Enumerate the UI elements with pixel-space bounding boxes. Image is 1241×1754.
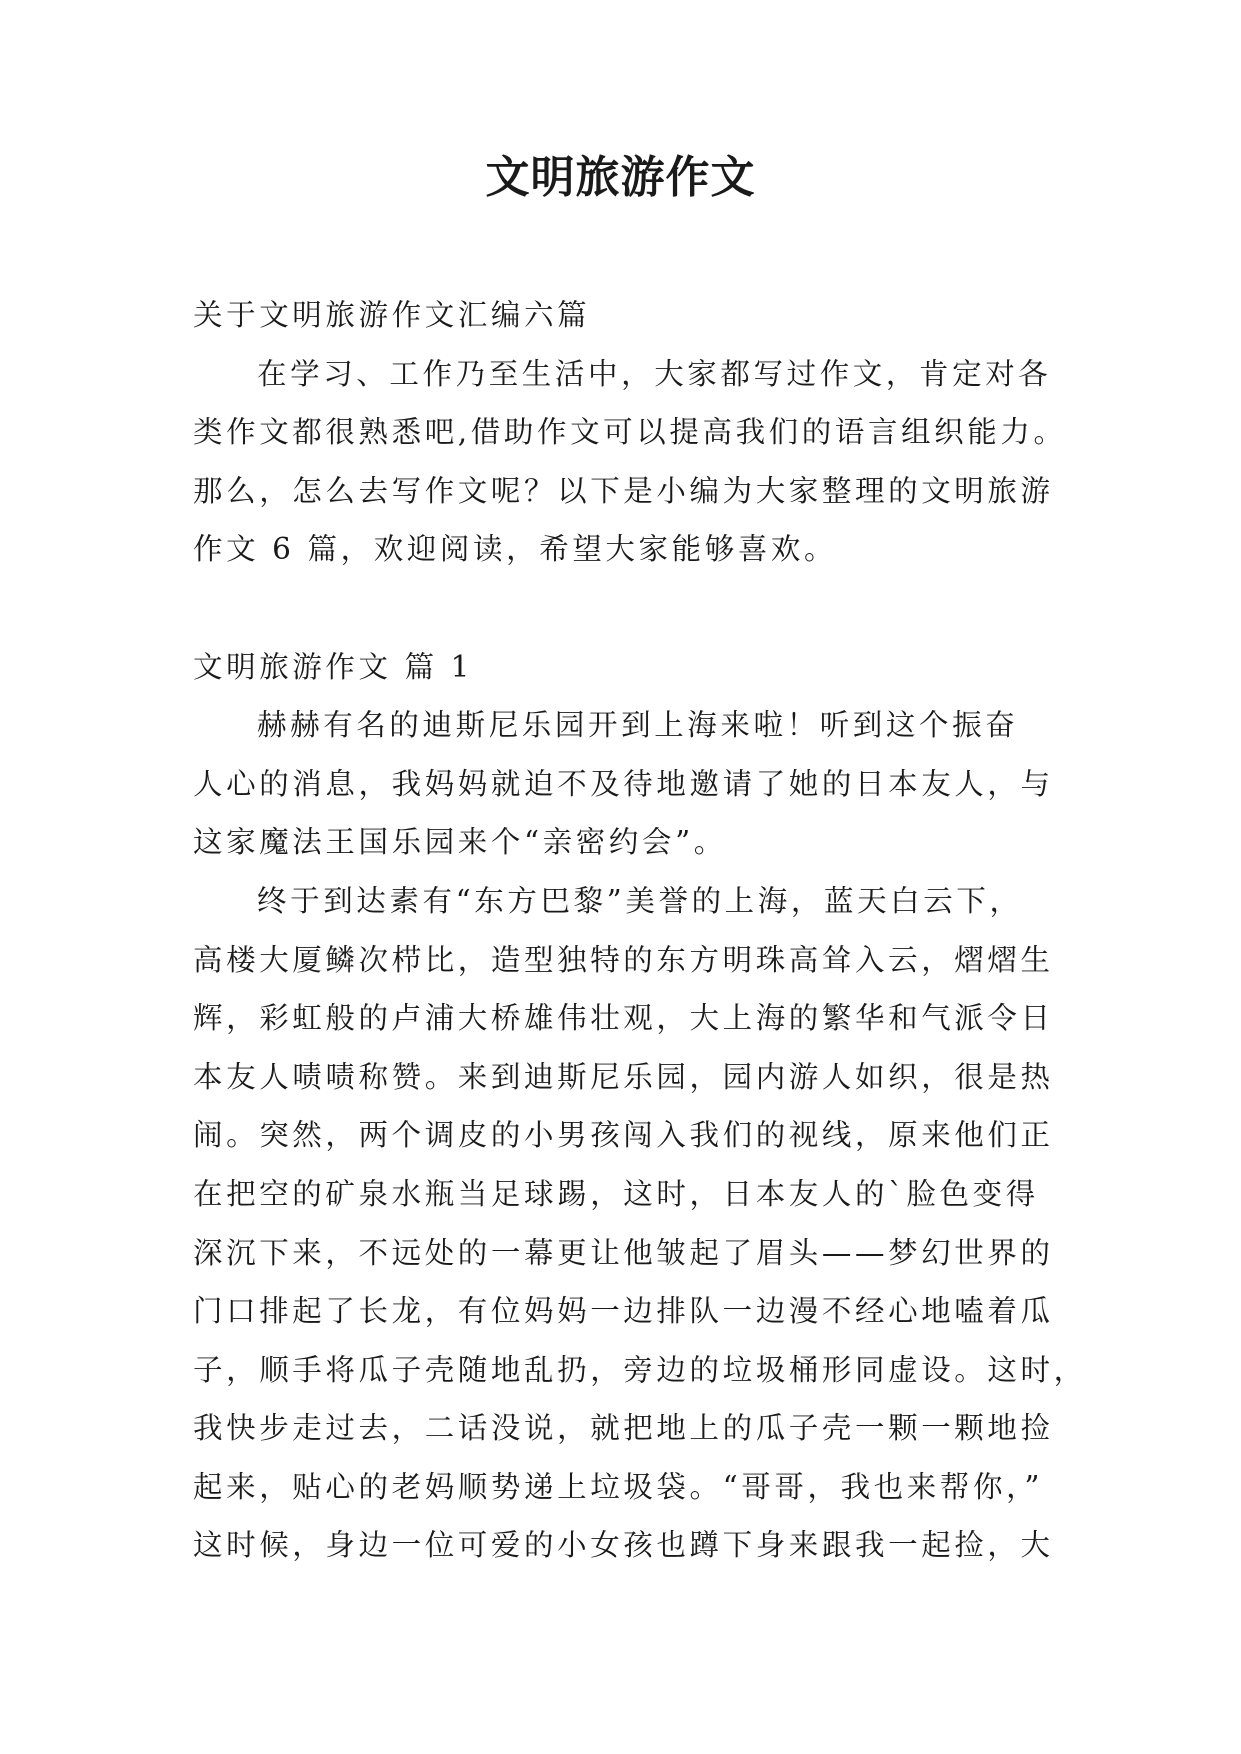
document-subtitle: 关于文明旅游作文汇编六篇	[193, 298, 591, 332]
paragraph-line: 起来，贴心的老妈顺势递上垃圾袋。“哥哥，我也来帮你，”	[193, 1469, 1044, 1504]
paragraph-line: 这时候，身边一位可爱的小女孩也蹲下身来跟我一起捡，大	[193, 1528, 1054, 1563]
paragraph-line: 终于到达素有“东方巴黎”美誉的上海，蓝天白云下，	[257, 883, 1023, 918]
paragraph-line: 闹。突然，两个调皮的小男孩闯入我们的视线，原来他们正	[193, 1118, 1054, 1153]
paragraph-line: 子，顺手将瓜子壳随地乱扔，旁边的垃圾桶形同虚设。这时，	[193, 1352, 1087, 1387]
document-title: 文明旅游作文	[485, 152, 756, 203]
paragraph-line: 高楼大厦鳞次栉比，造型独特的东方明珠高耸入云，熠熠生	[193, 942, 1054, 977]
paragraph-line: 人心的消息，我妈妈就迫不及待地邀请了她的日本友人，与	[193, 766, 1054, 801]
section-heading: 文明旅游作文 篇 1	[193, 649, 474, 684]
document-body	[193, 286, 1087, 1575]
paragraph-line: 辉，彩虹般的卢浦大桥雄伟壮观，大上海的繁华和气派令日	[193, 1001, 1054, 1036]
paragraph-line: 本友人啧啧称赞。来到迪斯尼乐园，园内游人如织，很是热	[193, 1059, 1054, 1094]
paragraph-line: 门口排起了长龙，有位妈妈一边排队一边漫不经心地嗑着瓜	[193, 1294, 1054, 1329]
paragraph-line: 那么，怎么去写作文呢？以下是小编为大家整理的文明旅游	[193, 473, 1054, 508]
intro-paragraph	[193, 345, 1073, 579]
paragraph-line: 在把空的矿泉水瓶当足球踢，这时，日本友人的`脸色变得	[193, 1176, 1039, 1211]
paragraph-line: 我快步走过去，二话没说，就把地上的瓜子壳一颗一颗地捡	[193, 1411, 1054, 1446]
paragraph-line: 这家魔法王国乐园来个“亲密约会”。	[193, 825, 727, 860]
paragraph-line: 赫赫有名的迪斯尼乐园开到上海来啦！听到这个振奋	[257, 708, 1019, 743]
paragraph-line: 深沉下来，不远处的一幕更让他皱起了眉头——梦幻世界的	[193, 1235, 1054, 1270]
paragraph-line: 作文 6 篇，欢迎阅读，希望大家能够喜欢。	[193, 532, 838, 567]
paragraph-line: 类作文都很熟悉吧,借助作文可以提高我们的语言组织能力。	[193, 415, 1067, 450]
essay-paragraph-1	[193, 696, 1073, 872]
essay-paragraph-2	[193, 872, 1087, 1575]
paragraph-spacer	[193, 579, 1073, 638]
paragraph-line: 在学习、工作乃至生活中，大家都写过作文，肯定对各	[257, 356, 1052, 391]
